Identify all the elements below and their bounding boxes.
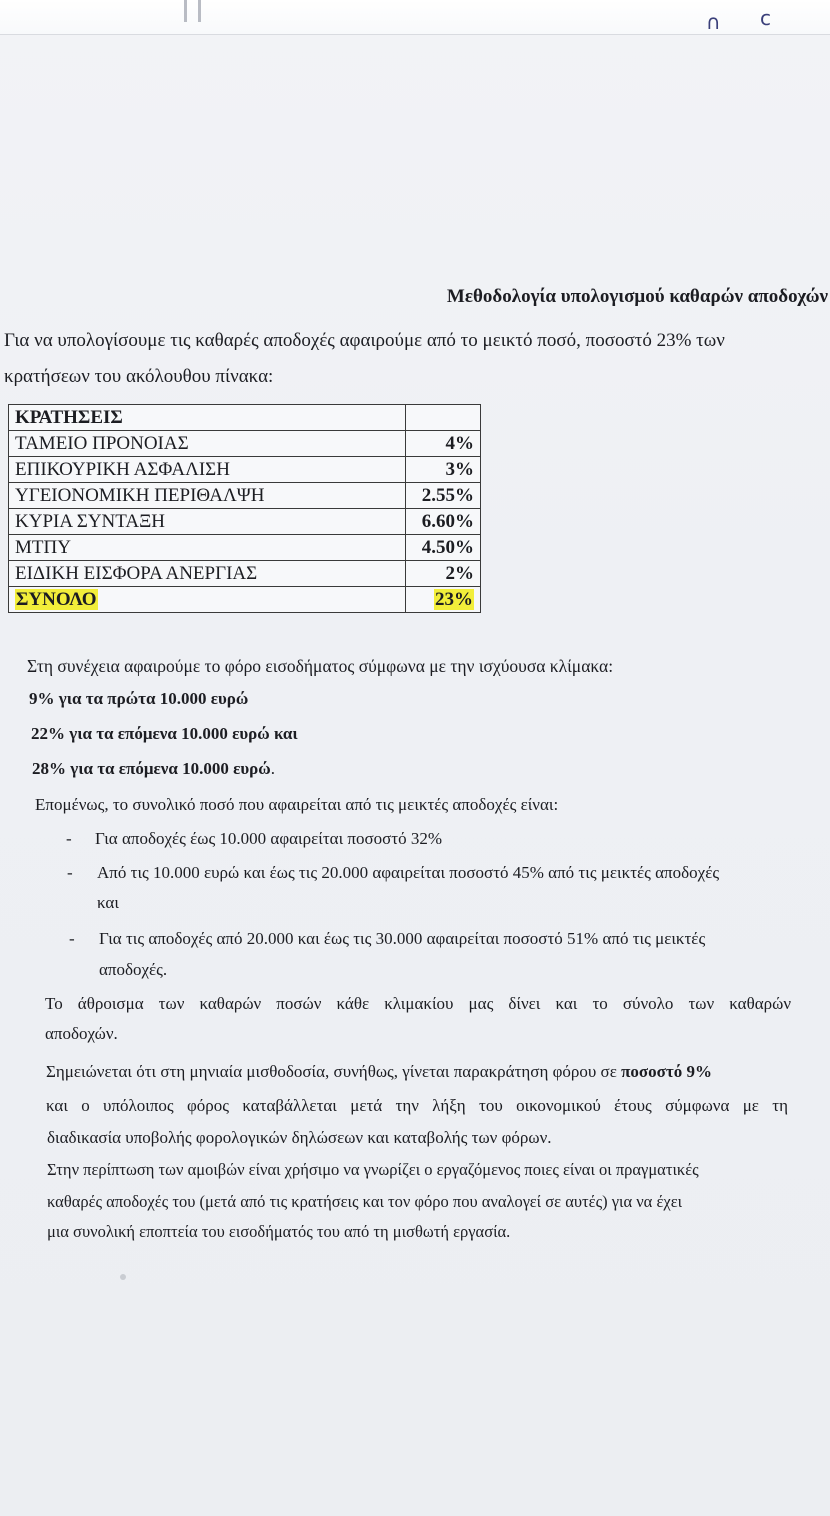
intro-paragraph — [4, 323, 830, 395]
tax-bracket-3-period: . — [270, 759, 275, 778]
bullet-text-continued: και — [97, 893, 119, 912]
tax-bracket-3: 28% για τα επόμενα 10.000 ευρώ — [32, 759, 271, 778]
sum-line: αποδοχών. — [45, 1024, 118, 1043]
table-header-label: ΚΡΑΤΗΣΕΙΣ — [9, 405, 406, 431]
note-line: και ο υπόλοιπος φόρος καταβάλλεται μετά την λήξη του οικονομικού έτους σύμφωνα με τη — [46, 1096, 788, 1115]
table-header-row — [9, 405, 481, 431]
note-emphasis: ποσοστό 9% — [621, 1062, 713, 1081]
deduction-value: 6.60% — [406, 509, 481, 535]
pen-scribble-mark: ᴄ — [760, 6, 771, 30]
paper-smudge — [120, 1274, 126, 1280]
sum-line: Το άθροισμα των καθαρών ποσών κάθε κλιμακίου μας δίνει και το σύνολο των καθαρών — [45, 994, 791, 1013]
table-row — [9, 535, 481, 561]
table-row — [9, 457, 481, 483]
deduction-label: ΜΤΠΥ — [9, 535, 406, 561]
bullet-text-continued: αποδοχές. — [99, 960, 168, 979]
table-header-value — [406, 405, 481, 431]
closing-line: καθαρές αποδοχές του (μετά από τις κρατήσεις και τον φόρο που αναλογεί σε αυτές) για να έχει — [47, 1192, 683, 1211]
bullet-text: Για τις αποδοχές από 20.000 και έως τις 30.000 αφαιρείται ποσοστό 51% από τις μεικτές — [99, 929, 706, 948]
bullet-marker: - — [69, 929, 75, 948]
total-label: ΣΥΝΟΛΟ — [16, 588, 97, 610]
table-row — [9, 509, 481, 535]
deduction-label: ΚΥΡΙΑ ΣΥΝΤΑΞΗ — [9, 509, 406, 535]
deductions-table — [8, 404, 481, 613]
pen-mark — [184, 0, 187, 22]
bullet-marker: - — [67, 863, 73, 882]
intro-line: Για να υπολογίσουμε τις καθαρές αποδοχές αφαιρούμε από το μεικτό ποσό, ποσοστό 23% των — [4, 330, 725, 351]
pen-mark — [198, 0, 201, 22]
deduction-label: ΕΙΔΙΚΗ ΕΙΣΦΟΡΑ ΑΝΕΡΓΙΑΣ — [9, 561, 406, 587]
tax-bracket-1: 9% για τα πρώτα 10.000 ευρώ — [29, 689, 249, 708]
table-row — [9, 483, 481, 509]
note-line: διαδικασία υποβολής φορολογικών δηλώσεων και καταβολής των φόρων. — [47, 1128, 552, 1147]
consequently-line: Επομένως, το συνολικό ποσό που αφαιρείται από τις μεικτές αποδοχές είναι: — [35, 795, 559, 814]
total-value: 23% — [435, 588, 473, 610]
page-top-edge — [0, 0, 830, 35]
intro-line: κρατήσεων του ακόλουθου πίνακα: — [4, 366, 274, 387]
table-row — [9, 431, 481, 457]
deduction-value: 4% — [406, 431, 481, 457]
bullet-text: Από τις 10.000 ευρώ και έως τις 20.000 αφαιρείται ποσοστό 45% από τις μεικτές αποδοχές — [97, 863, 720, 882]
deduction-label: ΥΓΕΙΟΝΟΜΙΚΗ ΠΕΡΙΘΑΛΨΗ — [9, 483, 406, 509]
document-title: Μεθοδολογία υπολογισμού καθαρών αποδοχών — [446, 286, 828, 307]
note-text: Σημειώνεται ότι στη μηνιαία μισθοδοσία, συνήθως, γίνεται παρακράτηση φόρου σε — [46, 1062, 617, 1081]
pen-scribble-mark: ∩ — [706, 10, 721, 34]
bullet-marker: - — [66, 829, 72, 848]
bullet-text: Για αποδοχές έως 10.000 αφαιρείται ποσοστό 32% — [95, 829, 443, 848]
tax-bracket-3-line — [32, 759, 275, 779]
deduction-label: ΕΠΙΚΟΥΡΙΚΗ ΑΣΦΑΛΙΣΗ — [9, 457, 406, 483]
deduction-value: 3% — [406, 457, 481, 483]
deduction-value: 2.55% — [406, 483, 481, 509]
closing-line: μια συνολική εποπτεία του εισοδήματός του από τη μισθωτή εργασία. — [47, 1222, 511, 1241]
note-line — [46, 1062, 712, 1082]
tax-bracket-2: 22% για τα επόμενα 10.000 ευρώ και — [31, 724, 298, 743]
total-value-cell — [406, 587, 481, 613]
closing-line: Στην περίπτωση των αμοιβών είναι χρήσιμο να γνωρίζει ο εργαζόμενος ποιες είναι οι πραγματικές — [47, 1160, 699, 1179]
tax-intro: Στη συνέχεια αφαιρούμε το φόρο εισοδήματος σύμφωνα με την ισχύουσα κλίμακα: — [27, 656, 614, 676]
deduction-value: 2% — [406, 561, 481, 587]
table-row — [9, 561, 481, 587]
deduction-value: 4.50% — [406, 535, 481, 561]
table-total-row — [9, 587, 481, 613]
total-label-cell — [9, 587, 406, 613]
deduction-label: ΤΑΜΕΙΟ ΠΡΟΝΟΙΑΣ — [9, 431, 406, 457]
